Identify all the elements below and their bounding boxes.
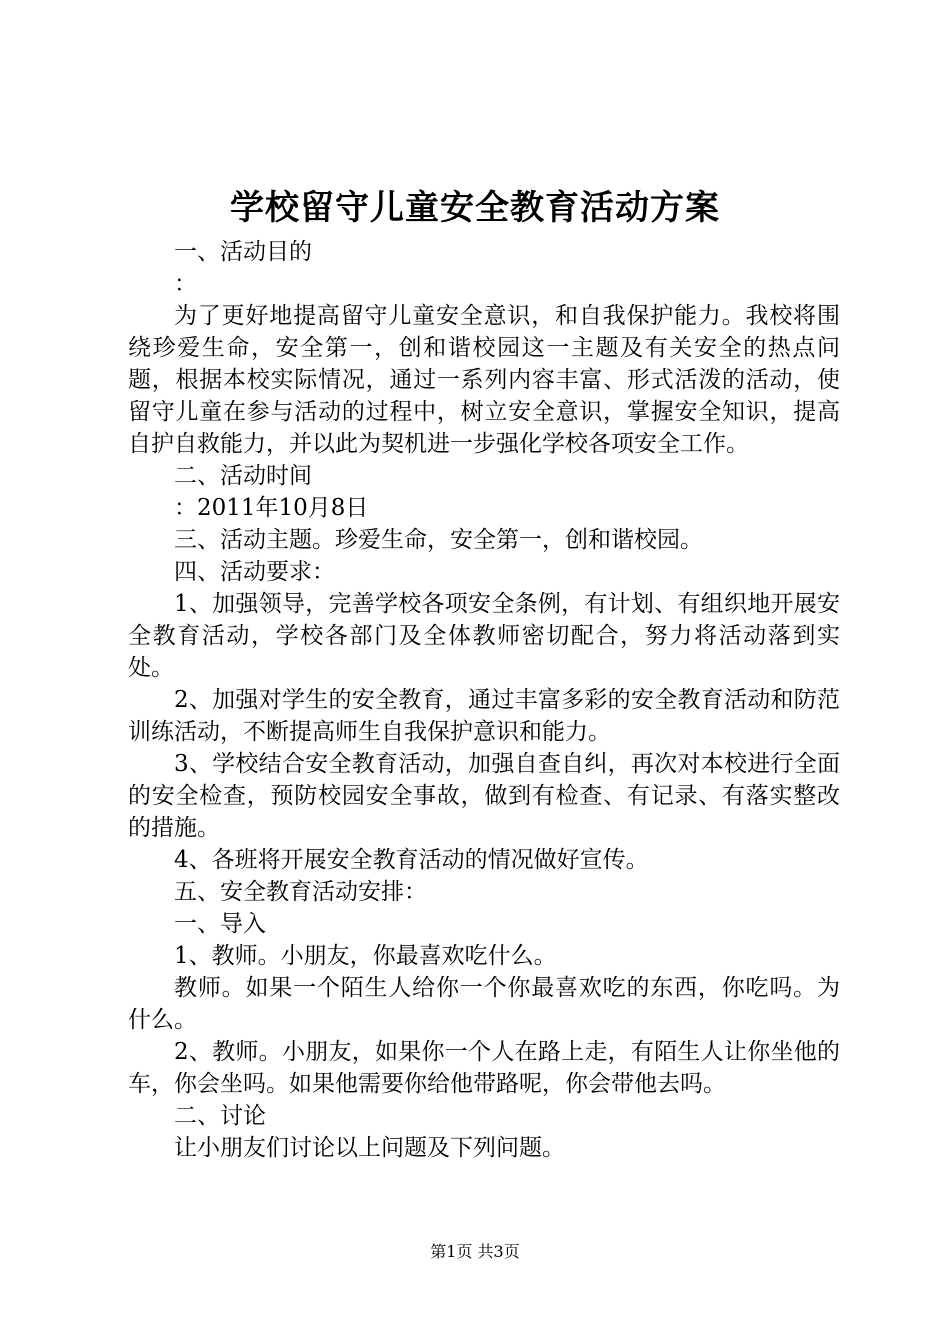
intro-item: 教师。如果一个陌生人给你一个你最喜欢吃的东西，你吃吗。为什么。 bbox=[128, 975, 840, 1033]
subheading-intro: 一、导入 bbox=[174, 911, 266, 937]
document-title: 学校留守儿童安全教育活动方案 bbox=[230, 188, 720, 228]
requirement-item: 2、加强对学生的安全教育，通过丰富多彩的安全教育活动和防范训练活动，不断提高师生自我保护意识和能力。 bbox=[128, 687, 840, 745]
activity-date: ：2011年10月8日 bbox=[174, 495, 369, 521]
discussion-paragraph: 让小朋友们讨论以上问题及下列问题。 bbox=[174, 1135, 565, 1161]
intro-item: 1、教师。小朋友，你最喜欢吃什么。 bbox=[174, 943, 557, 969]
heading-time: 二、活动时间 bbox=[174, 463, 312, 489]
heading-requirements: 四、活动要求： bbox=[174, 559, 335, 585]
subheading-discussion: 二、讨论 bbox=[174, 1103, 266, 1129]
requirement-item: 1、加强领导，完善学校各项安全条例，有计划、有组织地开展安全教育活动，学校各部门及全体教师密切配合，努力将活动落到实处。 bbox=[128, 591, 840, 681]
heading-purpose: 一、活动目的 bbox=[174, 239, 312, 265]
page-number: 第1页 共3页 bbox=[430, 1242, 520, 1261]
intro-item: 2、教师。小朋友，如果你一个人在路上走，有陌生人让你坐他的车，你会坐吗。如果他需要你给他带路呢，你会带他去吗。 bbox=[128, 1039, 840, 1097]
purpose-paragraph: 为了更好地提高留守儿童安全意识，和自我保护能力。我校将围绕珍爱生命，安全第一，创和谐校园这一主题及有关安全的热点问题，根据本校实际情况，通过一系列内容丰富、形式活泼的活动，使留守儿童在参与活动的过程中，树立安全意识，掌握安全知识，提高自护自救能力，并以此为契机进一步强化学校各项安全工作。 bbox=[128, 303, 840, 457]
requirement-item: 3、学校结合安全教育活动，加强自查自纠，再次对本校进行全面的安全检查，预防校园安全事故，做到有检查、有记录、有落实整改的措施。 bbox=[128, 751, 840, 841]
purpose-colon: ： bbox=[174, 271, 197, 297]
document-body bbox=[128, 236, 840, 1164]
heading-arrangement: 五、安全教育活动安排： bbox=[174, 879, 427, 905]
requirement-item: 4、各班将开展安全教育活动的情况做好宣传。 bbox=[174, 847, 649, 873]
heading-theme: 三、活动主题。珍爱生命，安全第一，创和谐校园。 bbox=[174, 527, 703, 553]
